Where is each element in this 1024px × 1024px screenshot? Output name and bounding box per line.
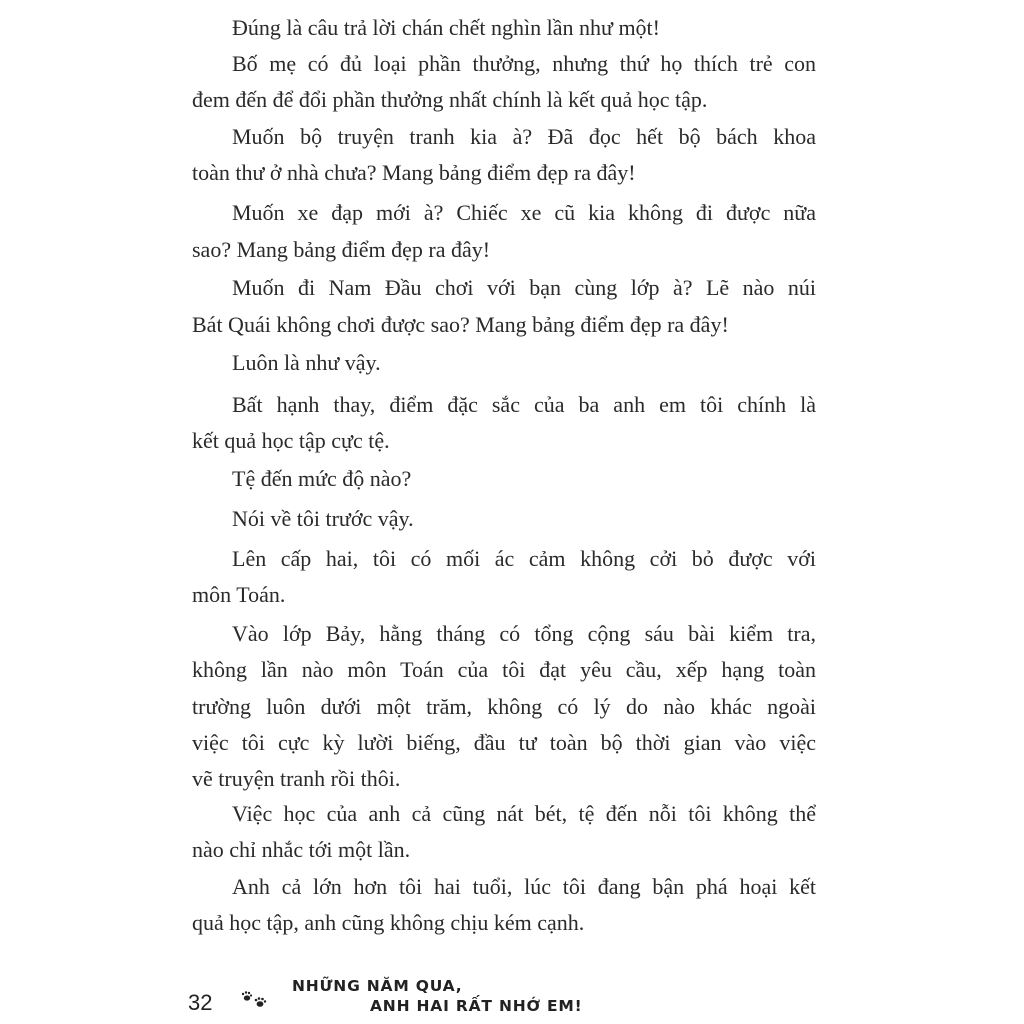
text-line: kết quả học tập cực tệ. [192, 428, 390, 453]
page-number: 32 [188, 990, 213, 1015]
text-line: Đúng là câu trả lời chán chết nghìn lần như một! [232, 15, 660, 40]
text-line: sao? Mang bảng điểm đẹp ra đây! [192, 237, 491, 262]
paw-prints-icon [240, 990, 270, 1010]
text-line: Luôn là như vậy. [232, 350, 381, 375]
text-line: môn Toán. [192, 582, 286, 607]
text-line: toàn thư ở nhà chưa? Mang bảng điểm đẹp ra đây! [192, 160, 636, 185]
text-line: việc tôi cực kỳ lười biếng, đầu tư toàn bộ thời gian vào việc [192, 730, 816, 755]
text-line: quả học tập, anh cũng không chịu kém cạnh. [192, 910, 585, 935]
text-line: Bát Quái không chơi được sao? Mang bảng điểm đẹp ra đây! [192, 312, 729, 337]
text-line: không lần nào môn Toán của tôi đạt yêu cầu, xếp hạng toàn [192, 657, 816, 682]
text-line: Việc học của anh cả cũng nát bét, tệ đến nỗi tôi không thể [232, 801, 816, 826]
text-line: vẽ truyện tranh rồi thôi. [192, 766, 401, 791]
text-line: Vào lớp Bảy, hằng tháng có tổng cộng sáu bài kiểm tra, [232, 621, 816, 646]
text-line: Bất hạnh thay, điểm đặc sắc của ba anh em tôi chính là [232, 392, 816, 417]
text-line: Anh cả lớn hơn tôi hai tuổi, lúc tôi đang bận phá hoại kết [232, 874, 816, 899]
text-line: Bố mẹ có đủ loại phần thưởng, nhưng thứ họ thích trẻ con [232, 51, 816, 76]
book-title-line-1: NHỮNG NĂM QUA, [292, 977, 463, 995]
text-line: Lên cấp hai, tôi có mối ác cảm không cởi bỏ được với [232, 546, 816, 571]
text-line: Nói về tôi trước vậy. [232, 506, 414, 531]
text-line: Muốn bộ truyện tranh kia à? Đã đọc hết bộ bách khoa [232, 124, 816, 149]
text-line: Muốn xe đạp mới à? Chiếc xe cũ kia không đi được nữa [232, 200, 816, 225]
text-line: Muốn đi Nam Đầu chơi với bạn cùng lớp à? Lẽ nào núi [232, 275, 816, 300]
book-title-line-2: ANH HAI RẤT NHỚ EM! [370, 997, 583, 1015]
text-line: Tệ đến mức độ nào? [232, 466, 412, 491]
text-line: đem đến để đổi phần thưởng nhất chính là kết quả học tập. [192, 87, 708, 112]
text-line: nào chỉ nhắc tới một lần. [192, 837, 411, 862]
text-line: trường luôn dưới một trăm, không có lý do nào khác ngoài [192, 694, 816, 719]
